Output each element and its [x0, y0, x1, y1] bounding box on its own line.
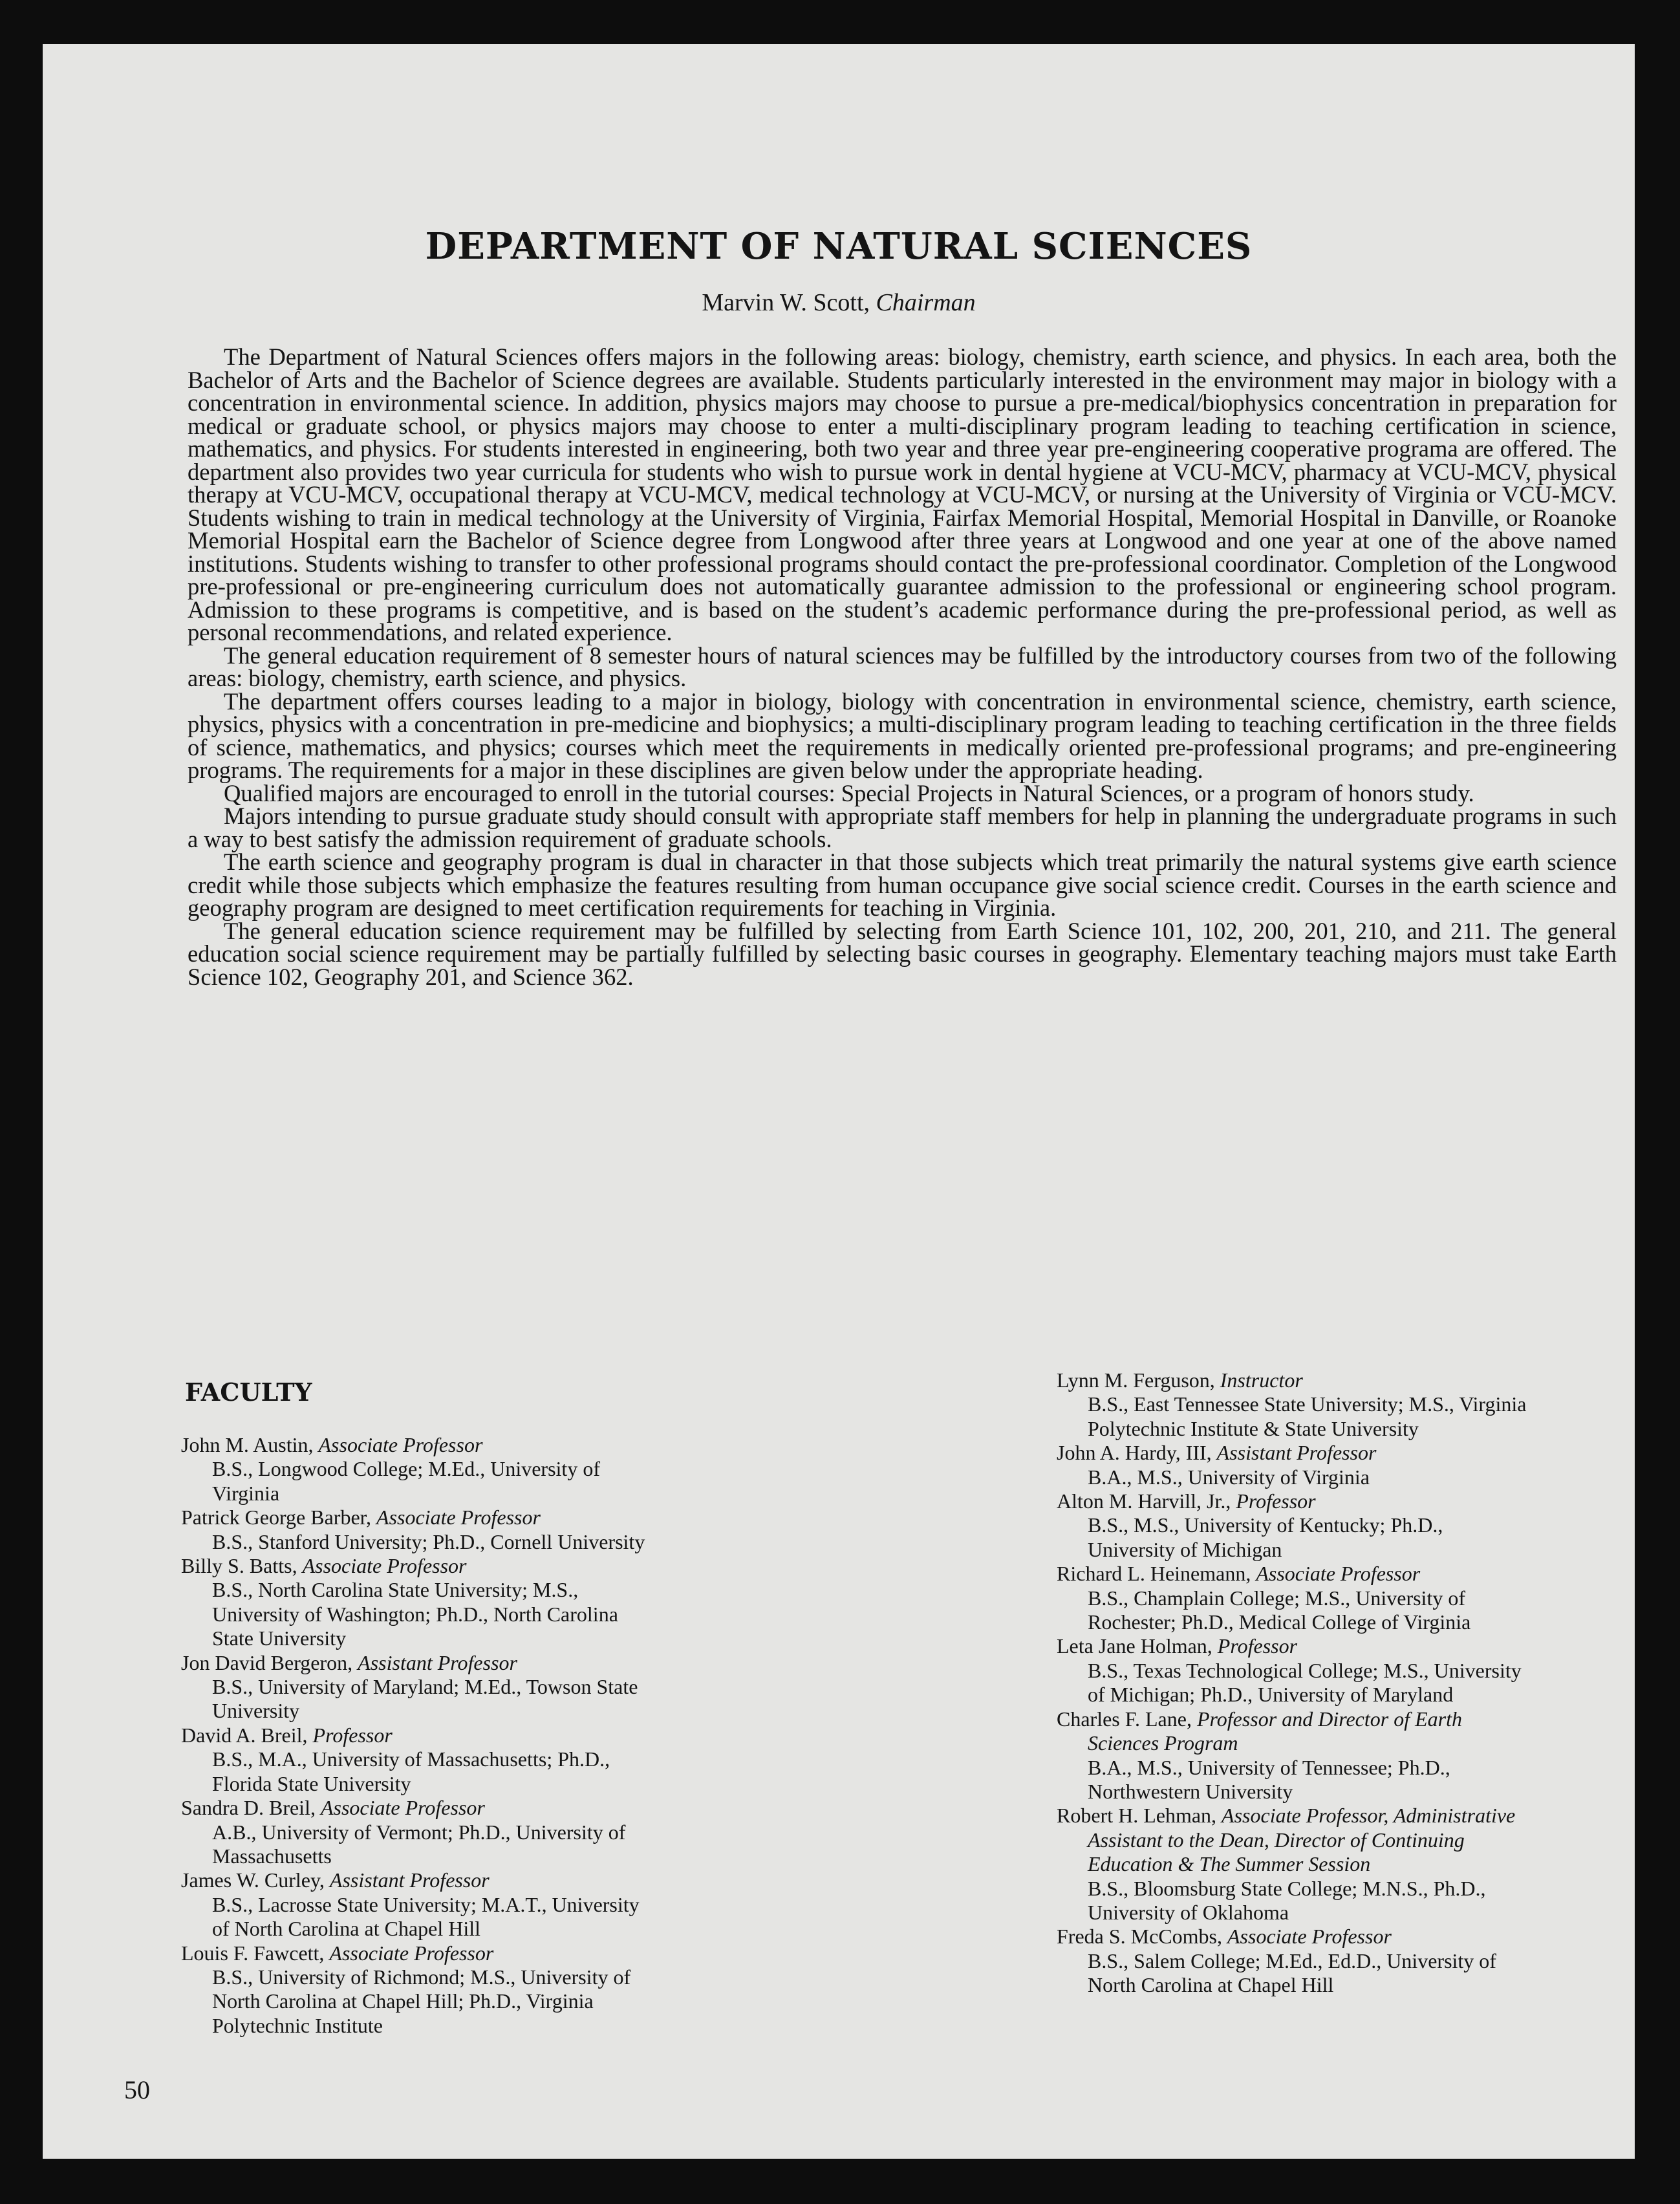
faculty-name: Patrick George Barber,	[181, 1506, 372, 1529]
faculty-name: John A. Hardy, III,	[1057, 1441, 1212, 1465]
faculty-title: Assistant Professor	[1216, 1441, 1377, 1465]
faculty-degrees: B.S., Salem College; M.Ed., Ed.D., University of North Carolina at Chapel Hill	[1088, 1949, 1496, 1997]
faculty-title: Associate Professor, Administrative Assistant to the Dean, Director of Continuing Education & The Summer Session	[1088, 1804, 1516, 1876]
faculty-column-right	[1057, 1368, 1535, 1998]
paragraph: The earth science and geography program is dual in character in that those subjects which treat primarily the natural systems give earth science credit while those subjects which emphasize the features resulting from human occupance give social science credit. Courses in the earth science and geography program are designed to meet certification requirements for teaching in Virginia.	[188, 848, 1617, 921]
faculty-name: Jon David Bergeron,	[181, 1650, 353, 1674]
faculty-title: Associate Professor	[302, 1554, 467, 1578]
faculty-entry	[181, 1506, 660, 1554]
document-page	[43, 44, 1635, 2159]
paragraph: The Department of Natural Sciences offers majors in the following areas: biology, chemistry, earth science, and physics. In each area, both the Bachelor of Arts and the Bachelor of Science degrees are available. Students particularly interested in the environment may major in biology with a concentration in environmental science. In addition, physics majors may choose to pursue a pre-medical/biophysics concentration in preparation for medical or graduate school, or physics majors may choose to enter a multi-disciplinary program leading to teaching certification in science, mathematics, and physics. For students interested in engineering, both two year and three year pre-engineering cooperative programa are offered. The department also provides two year curricula for students who wish to pursue work in dental hygiene at VCU-MCV, pharmacy at VCU-MCV, physical therapy at VCU-MCV, occupational therapy at VCU-MCV, medical technology at VCU-MCV, or nursing at the University of Virginia or VCU-MCV. Students wishing to train in medical technology at the University of Virginia, Fairfax Memorial Hospital, Memorial Hospital in Danville, or Roanoke Memorial Hospital earn the Bachelor of Science degree from Longwood after three years at Longwood and one year at one of the above named institutions. Students wishing to transfer to other professional programs should contact the pre-professional coordinator. Completion of the Longwood pre-professional or pre-engineering curriculum does not automatically guarantee admission to the professional or engineering school program. Admission to these programs is competitive, and is based on the student’s academic performance during the pre-professional period, as well as personal recommendations, and related experience.	[188, 343, 1617, 645]
faculty-degrees: B.S., Lacrosse State University; M.A.T., University of North Carolina at Chapel Hill	[212, 1892, 640, 1941]
faculty-title: Professor and Director of Earth Sciences Program	[1088, 1707, 1462, 1755]
faculty-degrees: B.S., University of Richmond; M.S., University of North Carolina at Chapel Hill; Ph.D., Virginia Polytechnic Institute	[212, 1965, 631, 2037]
faculty-title: Associate Professor	[318, 1433, 483, 1456]
faculty-degrees: A.B., University of Vermont; Ph.D., University of Massachusetts	[212, 1820, 626, 1868]
faculty-name: John M. Austin,	[181, 1433, 314, 1456]
faculty-entry	[181, 1868, 660, 1941]
faculty-entry	[1057, 1489, 1535, 1562]
faculty-title: Associate Professor	[320, 1796, 485, 1820]
faculty-title: Assistant Professor	[358, 1650, 517, 1674]
faculty-entry	[181, 1723, 660, 1796]
faculty-title: Instructor	[1220, 1368, 1303, 1392]
faculty-name: James W. Curley,	[181, 1868, 325, 1892]
faculty-entry	[1057, 1804, 1535, 1925]
chairman-title: Chairman	[876, 289, 976, 316]
faculty-name: Robert H. Lehman,	[1057, 1804, 1217, 1828]
faculty-degrees: B.S., East Tennessee State University; M.S., Virginia Polytechnic Institute & State University	[1088, 1392, 1527, 1440]
paragraph: Majors intending to pursue graduate study should consult with appropriate staff members for help in planning the undergraduate programs in such a way to best satisfy the admission requirement of graduate schools.	[188, 803, 1617, 852]
faculty-degrees: B.S., Bloomsburg State College; M.N.S., Ph.D., University of Oklahoma	[1088, 1876, 1486, 1924]
faculty-degrees: B.S., M.A., University of Massachusetts; Ph.D., Florida State University	[212, 1747, 610, 1795]
faculty-entry	[181, 1433, 660, 1506]
body-text	[188, 345, 1617, 988]
faculty-name: Alton M. Harvill, Jr.,	[1057, 1489, 1231, 1513]
faculty-degrees: B.S., Texas Technological College; M.S., University of Michigan; Ph.D., University of Maryland	[1088, 1658, 1522, 1707]
faculty-degrees: B.S., Champlain College; M.S., University of Rochester; Ph.D., Medical College of Virginia	[1088, 1586, 1471, 1634]
faculty-degrees: B.S., University of Maryland; M.Ed., Towson State University	[212, 1675, 638, 1723]
faculty-title: Assistant Professor	[329, 1868, 490, 1892]
faculty-degrees: B.S., North Carolina State University; M.S., University of Washington; Ph.D., North Carolina State University	[212, 1578, 618, 1650]
faculty-name: Charles F. Lane,	[1057, 1707, 1192, 1731]
faculty-entry	[181, 1554, 660, 1651]
paragraph: The department offers courses leading to a major in biology, biology with concentration in environmental science, chemistry, earth science, physics, physics with a concentration in pre-medicine and biophysics; a multi-disciplinary program leading to teaching certification in the three fields of science, mathematics, and physics; courses which meet the requirements in medically oriented pre-professional programs; and pre-engineering programs. The requirements for a major in these disciplines are given below under the appropriate heading.	[188, 687, 1617, 783]
faculty-name: Sandra D. Breil,	[181, 1796, 316, 1820]
faculty-degrees: B.S., Longwood College; M.Ed., University of Virginia	[212, 1457, 600, 1505]
faculty-heading: FACULTY	[185, 1378, 312, 1407]
paragraph: The general education science requirement may be fulfilled by selecting from Earth Science 101, 102, 200, 201, 210, and 211. The general education social science requirement may be partially fulfilled by selecting basic courses in geography. Elementary teaching majors must take Earth Science 102, Geography 201, and Science 362.	[188, 917, 1617, 990]
faculty-name: Louis F. Fawcett,	[181, 1941, 325, 1965]
chairman-line	[43, 288, 1635, 317]
faculty-name: Leta Jane Holman,	[1057, 1634, 1212, 1658]
faculty-entry	[1057, 1441, 1535, 1489]
faculty-title: Associate Professor	[376, 1506, 541, 1529]
faculty-degrees: B.S., Stanford University; Ph.D., Cornell University	[212, 1529, 645, 1553]
faculty-title: Associate Professor	[1227, 1925, 1392, 1949]
page-number: 50	[124, 2075, 150, 2104]
faculty-name: Freda S. McCombs,	[1057, 1925, 1222, 1949]
faculty-title: Associate Professor	[329, 1941, 494, 1965]
faculty-name: Billy S. Batts,	[181, 1554, 297, 1578]
faculty-title: Professor	[312, 1723, 393, 1747]
faculty-degrees: B.A., M.S., University of Virginia	[1088, 1465, 1370, 1489]
faculty-entry	[1057, 1925, 1535, 1997]
page-title: DEPARTMENT OF NATURAL SCIENCES	[425, 225, 1253, 268]
faculty-entry	[181, 1651, 660, 1723]
faculty-entry	[181, 1796, 660, 1868]
faculty-name: Lynn M. Ferguson,	[1057, 1368, 1215, 1392]
faculty-name: David A. Breil,	[181, 1723, 308, 1747]
paragraph: The general education requirement of 8 semester hours of natural sciences may be fulfilled by the introductory courses from two of the following areas: biology, chemistry, earth science, and physics.	[188, 642, 1617, 691]
faculty-entry	[1057, 1368, 1535, 1441]
faculty-entry	[181, 1941, 660, 2038]
faculty-title: Professor	[1217, 1634, 1298, 1658]
faculty-entry	[1057, 1707, 1535, 1804]
paragraph: Qualified majors are encouraged to enroll in the tutorial courses: Special Projects in Natural Sciences, or a program of honors study.	[224, 779, 1474, 806]
chairman-name: Marvin W. Scott,	[702, 289, 870, 316]
faculty-column-left	[181, 1433, 660, 2038]
faculty-degrees: B.A., M.S., University of Tennessee; Ph.D., Northwestern University	[1088, 1755, 1450, 1803]
faculty-entry	[1057, 1634, 1535, 1707]
faculty-title: Associate Professor	[1256, 1562, 1421, 1586]
faculty-title: Professor	[1236, 1489, 1316, 1513]
faculty-entry	[1057, 1562, 1535, 1634]
faculty-name: Richard L. Heinemann,	[1057, 1562, 1251, 1586]
faculty-degrees: B.S., M.S., University of Kentucky; Ph.D., University of Michigan	[1088, 1513, 1443, 1561]
